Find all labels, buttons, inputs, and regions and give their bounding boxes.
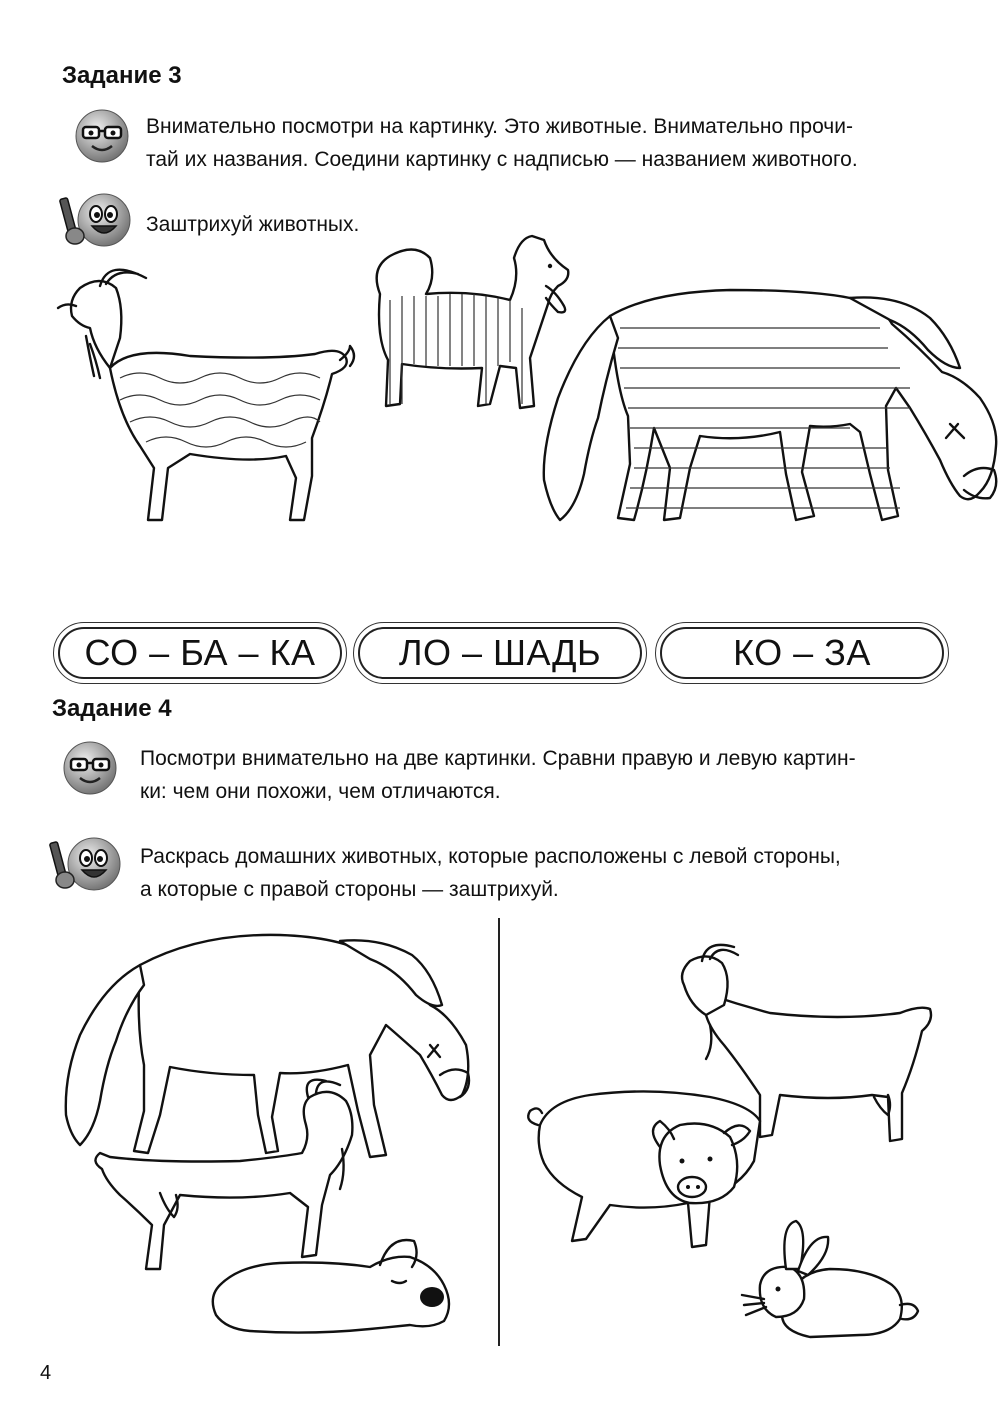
goat-drawing — [95, 1080, 352, 1269]
task4-instruction-1-line1: Посмотри внимательно на две картинки. Сравни правую и левую картин- — [140, 747, 856, 770]
pig-drawing — [528, 1091, 760, 1247]
task4-instruction-1-line2: ки: чем они похожи, чем отличаются. — [140, 780, 501, 803]
glasses-smiley-icon — [62, 740, 118, 796]
word-card-dog[interactable]: СО – БА – КА — [58, 627, 342, 679]
rabbit-drawing — [742, 1221, 918, 1337]
word-card-horse[interactable]: ЛО – ШАДЬ — [358, 627, 642, 679]
horse-drawing — [66, 935, 469, 1157]
task3-instruction-2: Заштрихуй животных. — [146, 213, 360, 236]
task4-instruction-1 — [140, 742, 944, 808]
task3-title: Задание 3 — [62, 62, 182, 89]
task4-instruction-2-line2: а которые с правой стороны — заштрихуй. — [140, 878, 559, 901]
glasses-smiley-icon — [74, 108, 130, 164]
task4-title: Задание 4 — [52, 695, 172, 722]
right-animals-picture — [510, 925, 950, 1345]
task4-instruction-2-line1: Раскрась домашних животных, которые расположены с левой стороны, — [140, 845, 841, 868]
vertical-divider — [498, 918, 500, 1346]
task3-instruction-1-line2: тай их названия. Соедини картинку с надписью — названием животного. — [146, 148, 858, 171]
horse-drawing — [544, 290, 996, 520]
task4-instruction-2 — [140, 840, 944, 906]
dog-drawing — [213, 1240, 449, 1333]
task3-animals-illustration — [50, 228, 1000, 540]
task3-instruction-1 — [146, 110, 946, 176]
dog-drawing — [377, 236, 569, 408]
left-animals-picture — [40, 925, 490, 1345]
goat-drawing — [58, 270, 354, 520]
word-card-goat[interactable]: КО – ЗА — [660, 627, 944, 679]
pencil-smiley-icon — [48, 836, 122, 892]
task3-instruction-1-line1: Внимательно посмотри на картинку. Это животные. Внимательно прочи- — [146, 115, 853, 138]
page-number: 4 — [40, 1362, 52, 1384]
